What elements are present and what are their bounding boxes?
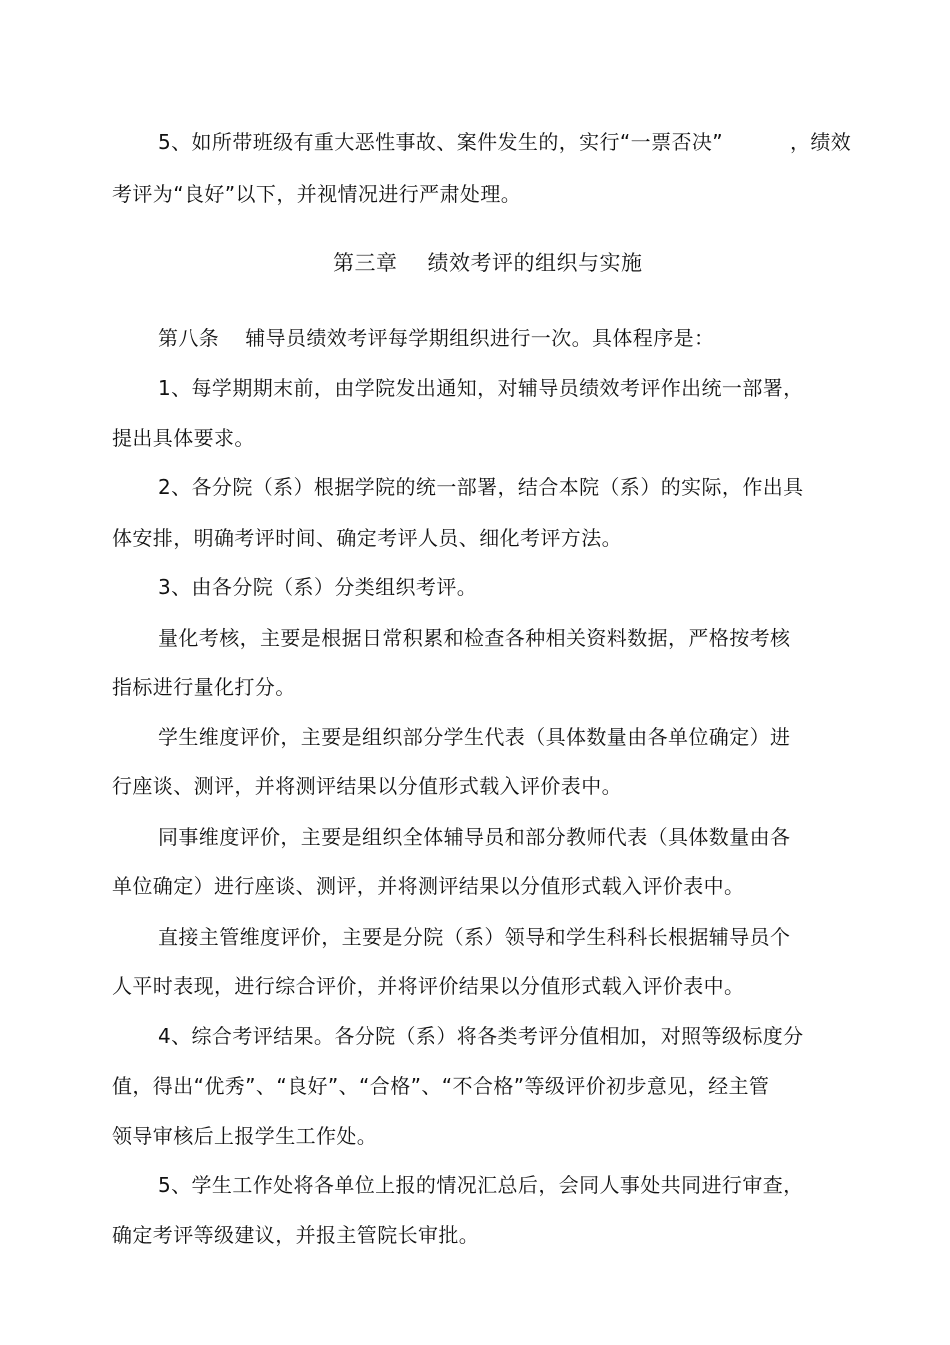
item4-line2: 值，得出“优秀”、“良好”、“合格”、“不合格”等级评价初步意见，经主管 xyxy=(112,1074,770,1098)
article8-label: 第八条 xyxy=(158,326,220,350)
student-line2: 行座谈、测评，并将测评结果以分值形式载入评价表中。 xyxy=(112,774,622,798)
supervisor-line2: 人平时表现，进行综合评价，并将评价结果以分值形式载入评价表中。 xyxy=(112,974,745,998)
article8 xyxy=(158,326,714,350)
quant-line2: 指标进行量化打分。 xyxy=(112,675,296,699)
item1-line1: 1、每学期期末前，由学院发出通知，对辅导员绩效考评作出统一部署， xyxy=(158,376,804,400)
colleague-line1: 同事维度评价，主要是组织全体辅导员和部分教师代表（具体数量由各 xyxy=(158,825,791,849)
item2-line2: 体安排，明确考评时间、确定考评人员、细化考评方法。 xyxy=(112,526,622,550)
para5-line1-tail xyxy=(790,130,851,154)
article8-text: 辅导员绩效考评每学期组织进行一次。具体程序是： xyxy=(245,326,715,350)
para5-line2: 考评为“良好”以下，并视情况进行严肃处理。 xyxy=(112,182,522,206)
colleague-line2: 单位确定）进行座谈、测评，并将测评结果以分值形式载入评价表中。 xyxy=(112,874,745,898)
item2-line1: 2、各分院（系）根据学院的统一部署，结合本院（系）的实际，作出具 xyxy=(158,475,804,499)
chapter-title: 绩效考评的组织与实施 xyxy=(427,251,643,275)
student-line1: 学生维度评价，主要是组织部分学生代表（具体数量由各单位确定）进 xyxy=(158,725,791,749)
supervisor-line1: 直接主管维度评价，主要是分院（系）领导和学生科科长根据辅导员个 xyxy=(158,925,791,949)
item4-line3: 领导审核后上报学生工作处。 xyxy=(112,1124,378,1148)
para5-line1 xyxy=(158,130,723,154)
item4-line1: 4、综合考评结果。各分院（系）将各类考评分值相加，对照等级标度分 xyxy=(158,1024,804,1048)
item5-line2: 确定考评等级建议，并报主管院长审批。 xyxy=(112,1223,480,1247)
para5-line1-text: 5、如所带班级有重大恶性事故、案件发生的，实行“一票否决” xyxy=(158,130,724,154)
chapter-number: 第三章 xyxy=(333,251,398,275)
chapter-heading xyxy=(333,251,643,275)
item1-line2: 提出具体要求。 xyxy=(112,426,255,450)
item3-line1: 3、由各分院（系）分类组织考评。 xyxy=(158,575,478,599)
para5-line1-tail-text: ，绩效 xyxy=(790,130,852,154)
item5-line1: 5、学生工作处将各单位上报的情况汇总后，会同人事处共同进行审查， xyxy=(158,1173,804,1197)
quant-line1: 量化考核，主要是根据日常积累和检查各种相关资料数据，严格按考核 xyxy=(158,626,791,650)
